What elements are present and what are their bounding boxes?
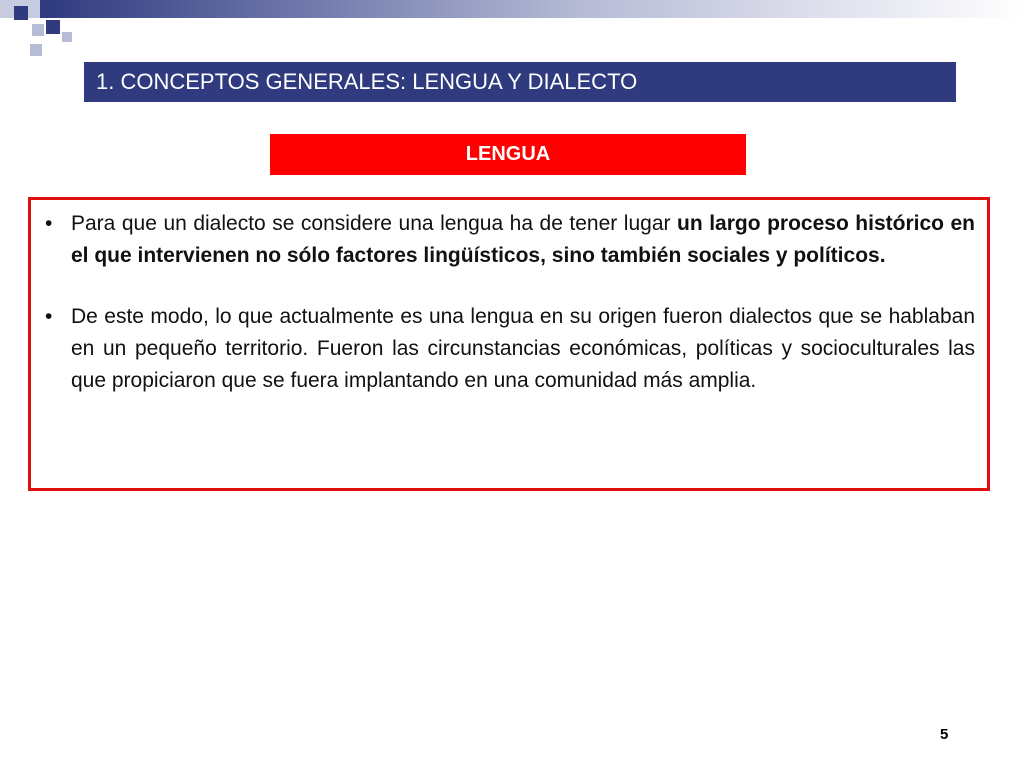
section-label — [270, 134, 746, 175]
content-box — [28, 197, 990, 491]
accent-square — [46, 20, 60, 34]
accent-square — [32, 24, 44, 36]
bullet-icon: • — [45, 212, 53, 235]
accent-square — [62, 32, 72, 42]
bullet-text-bold: un largo proceso histórico en el que intervienen no sólo factores lingüísticos, sino también sociales y políticos. — [71, 212, 975, 267]
bullet-item — [45, 301, 975, 397]
section-label-text: LENGUA — [465, 143, 551, 165]
bullet-text-plain: De este modo, lo que actualmente es una lengua en su origen fueron dialectos que se hablaban en un pequeño territorio. Fueron las circunstancias económicas, políticas y socioculturales las que propiciaron que se fuera implantando en una comunidad más amplia. — [71, 305, 975, 392]
slide-title: 1. CONCEPTOS GENERALES: LENGUA Y DIALECTO — [96, 69, 638, 94]
header-gradient-band — [40, 0, 1024, 18]
bullet-icon: • — [45, 305, 53, 328]
slide-title-bar — [84, 62, 956, 102]
page-number: 5 — [940, 726, 949, 743]
bullet-item — [45, 208, 975, 272]
accent-square — [30, 44, 42, 56]
accent-square — [14, 6, 28, 20]
bullet-list — [45, 208, 975, 426]
bullet-text-plain: Para que un dialecto se considere una lengua ha de tener lugar — [71, 212, 678, 235]
